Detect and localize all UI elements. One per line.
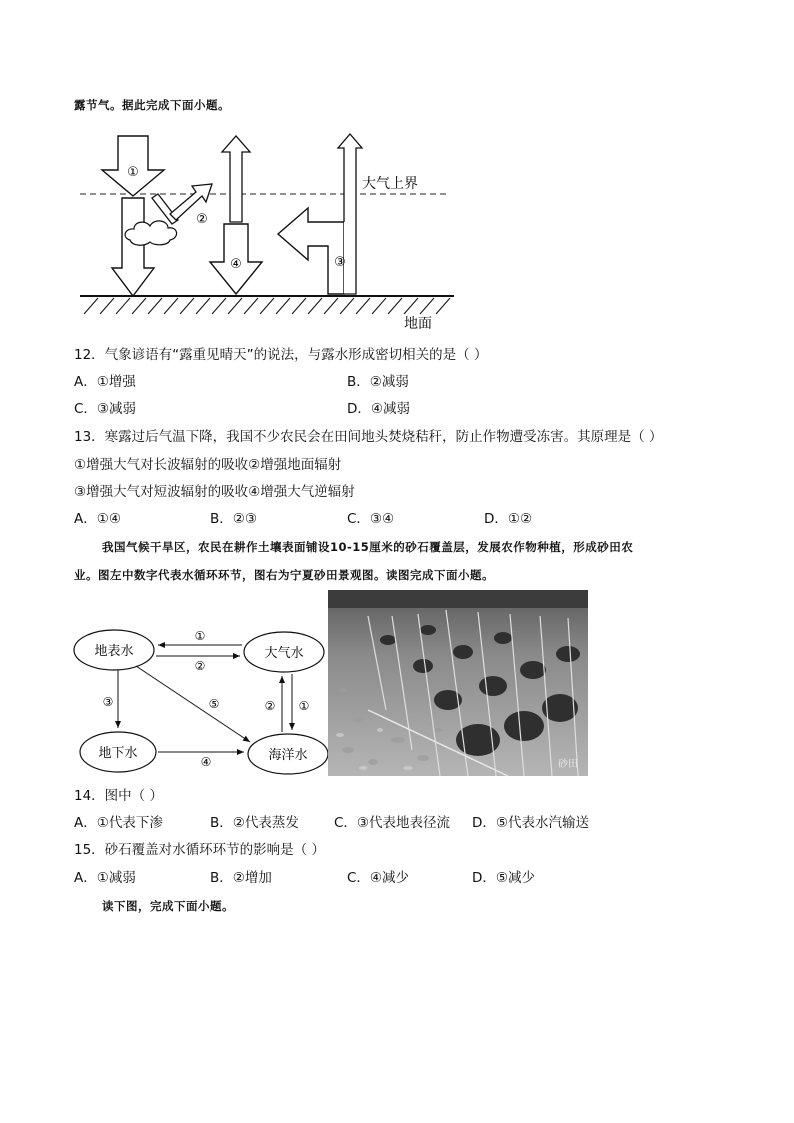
q14-option-c[interactable]: C．③代表地表径流 (334, 815, 451, 831)
node-atmospheric-water-label: 大气水 (264, 646, 304, 661)
outro-text: 读下图，完成下面小题。 (102, 899, 234, 913)
q13-option-a[interactable]: A．①④ (74, 511, 121, 527)
node-surface-water-label: 地表水 (94, 644, 134, 659)
q15-option-d[interactable]: D．⑤减少 (472, 870, 535, 886)
q14-option-a[interactable]: A．①代表下渗 (74, 815, 163, 831)
wc-label-2b: ② (264, 699, 276, 713)
surface-radiation-arrow (112, 198, 154, 296)
ground-label: 地面 (404, 316, 432, 332)
q13-option-c[interactable]: C．③④ (347, 511, 395, 527)
q13-stem: 13．寒露过后气温下降，我国不少农民会在田间地头焚烧秸秆，防止作物遭受冻害。其原理是（ ） (74, 429, 663, 445)
node-ocean-water-label: 海洋水 (268, 748, 308, 763)
passage2-line2: 业。图左中数字代表水循环环节，图右为宁夏砂田景观图。读图完成下面小题。 (74, 568, 494, 582)
q15-option-b[interactable]: B．②增加 (210, 870, 272, 886)
intro-text: 露节气。据此完成下面小题。 (74, 98, 230, 112)
ground-hatching (84, 298, 450, 314)
label-1: ① (127, 165, 139, 180)
wc-label-1: ① (194, 629, 206, 643)
photo-caption: 砂田 (558, 759, 578, 770)
reflection-arrow-in (152, 194, 178, 224)
q13-statement-line2: ③增强大气对短波辐射的吸收④增强大气逆辐射 (74, 484, 355, 500)
wc-label-2: ② (194, 659, 206, 673)
q14-option-b[interactable]: B．②代表蒸发 (210, 815, 299, 831)
wc-label-4: ④ (200, 755, 212, 769)
q15-option-c[interactable]: C．④减少 (347, 870, 410, 886)
ground-radiation-up-arrow (222, 136, 250, 222)
water-cycle-diagram (70, 620, 332, 780)
q12-option-b[interactable]: B．②减弱 (347, 374, 409, 390)
sand-field-photo (328, 590, 588, 776)
q15-stem: 15．砂石覆盖对水循环环节的影响是（ ） (74, 842, 325, 858)
q13-option-b[interactable]: B．②③ (210, 511, 257, 527)
label-2: ② (196, 212, 208, 227)
wc-label-1b: ① (298, 699, 310, 713)
q12-option-d[interactable]: D．④减弱 (347, 401, 410, 417)
label-4: ④ (230, 257, 242, 272)
ground-radiation-arrow (278, 208, 344, 294)
q14-option-d[interactable]: D．⑤代表水汽输送 (472, 815, 589, 831)
passage2-line1: 我国气候干旱区，农民在耕作土壤表面铺设10-15厘米的砂石覆盖层，发展农作物种植，形成砂田农 (102, 540, 634, 554)
upper-boundary-label: 大气上界 (362, 176, 418, 192)
label-3: ③ (334, 255, 346, 270)
wc-label-3: ③ (102, 695, 114, 709)
q12-option-c[interactable]: C．③减弱 (74, 401, 137, 417)
wc-label-5: ⑤ (208, 697, 220, 711)
q13-option-d[interactable]: D．①② (484, 511, 533, 527)
arrow-5 (136, 666, 250, 742)
q13-statement-line1: ①增强大气对长波辐射的吸收②增强地面辐射 (74, 457, 342, 473)
q15-option-a[interactable]: A．①减弱 (74, 870, 136, 886)
q14-stem: 14．图中（ ） (74, 788, 163, 804)
q12-option-a[interactable]: A．①增强 (74, 374, 136, 390)
q12-stem: 12．气象谚语有“露重见晴天”的说法，与露水形成密切相关的是（ ） (74, 347, 488, 363)
node-groundwater-label: 地下水 (98, 746, 138, 761)
radiation-diagram (70, 128, 470, 338)
